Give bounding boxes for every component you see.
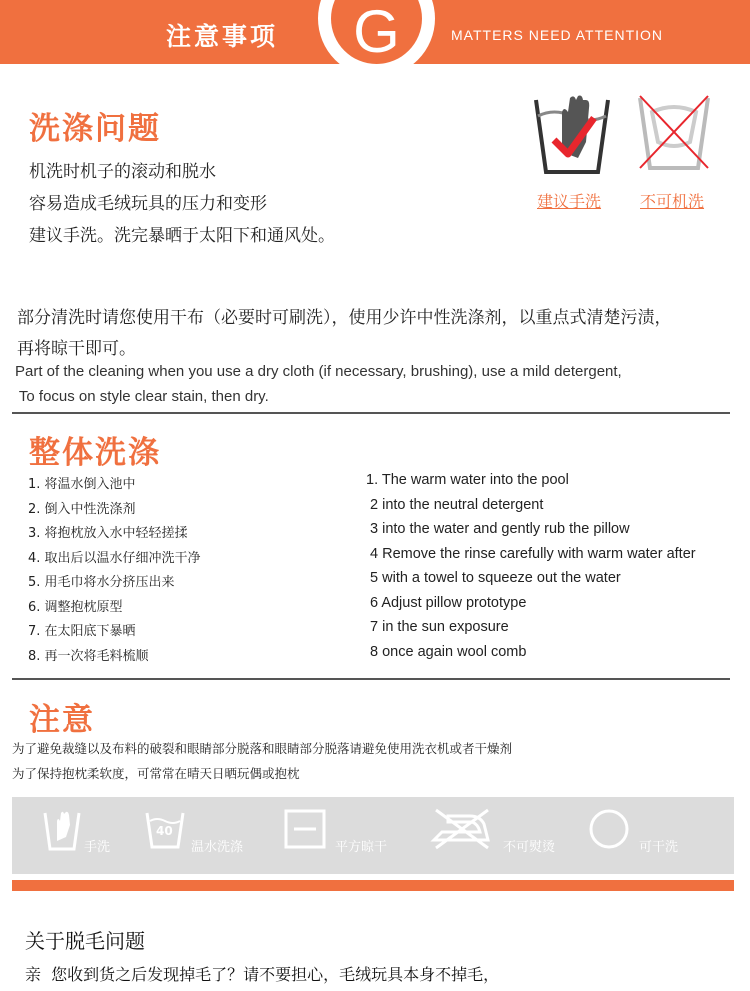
partial-clean-en-line: Part of the cleaning when you use a dry cloth (if necessary, brushing), use a mild detergent, [15, 363, 622, 380]
partial-clean-en-line: To focus on style clear stain, then dry. [15, 388, 269, 405]
step-zh: 8. 再一次将毛料梳顺 [28, 649, 149, 664]
no-machine-wash-label: 不可机洗 [640, 192, 705, 211]
logo-letter: G [353, 0, 400, 65]
no-machine-wash-icon [636, 92, 712, 174]
shedding-text: 亲 您收到货之后发现掉毛了？请不要担心，毛绒玩具本身不掉毛， [25, 965, 500, 984]
step-zh: 1. 将温水倒入池中 [28, 477, 136, 492]
care-label: 不可熨烫 [503, 840, 556, 855]
hand-wash-icon [42, 807, 82, 853]
washing-title: 洗涤问题 [29, 111, 161, 147]
washing-line: 机洗时机子的滚动和脱水 [29, 162, 216, 182]
dry-flat-icon [284, 809, 326, 849]
care-label: 可干洗 [639, 840, 679, 855]
step-zh: 5. 用毛巾将水分挤压出来 [28, 575, 175, 590]
shedding-title: 关于脱毛问题 [25, 929, 145, 953]
step-en: 4 Remove the rinse carefully with warm water after [366, 546, 696, 562]
step-en: 7 in the sun exposure [366, 619, 509, 635]
partial-clean-zh-line: 部分清洗时请您使用干布（必要时可刷洗），使用少许中性洗涤剂，以重点式清楚污渍， [17, 308, 672, 328]
step-zh: 4. 取出后以温水仔细冲洗干净 [28, 551, 201, 566]
accent-bar [12, 880, 734, 891]
hand-wash-icon [532, 92, 612, 178]
step-zh: 2. 倒入中性洗涤剂 [28, 502, 136, 517]
hand-wash-label: 建议手洗 [537, 192, 602, 211]
notice-title: 注意 [29, 702, 95, 738]
step-zh: 7. 在太阳底下暴晒 [28, 624, 136, 639]
header-subtitle: MATTERS NEED ATTENTION [451, 27, 664, 43]
step-zh: 6. 调整抱枕原型 [28, 600, 123, 615]
notice-line: 为了避免裁缝以及布料的破裂和眼睛部分脱落和眼睛部分脱落请避免使用洗衣机或者干燥剂 [12, 741, 513, 756]
partial-clean-zh-line: 再将晾干即可。 [17, 339, 136, 359]
step-zh: 3. 将抱枕放入水中轻轻搓揉 [28, 526, 188, 541]
step-en: 3 into the water and gently rub the pillow [366, 521, 630, 537]
care-label: 平方晾干 [335, 840, 388, 855]
washing-line: 容易造成毛绒玩具的压力和变形 [29, 194, 267, 214]
care-label: 手洗 [84, 840, 111, 855]
step-en: 6 Adjust pillow prototype [366, 595, 527, 611]
care-label: 温水洗涤 [191, 840, 244, 855]
step-en: 1. The warm water into the pool [366, 472, 569, 488]
step-en: 2 into the neutral detergent [366, 497, 544, 513]
step-en: 8 once again wool comb [366, 644, 527, 660]
no-iron-icon [428, 806, 494, 850]
overall-wash-title: 整体洗涤 [29, 435, 161, 471]
step-en: 5 with a towel to squeeze out the water [366, 570, 621, 586]
dry-clean-icon [588, 808, 630, 850]
divider [12, 678, 730, 680]
washing-line: 建议手洗。洗完暴晒于太阳下和通风处。 [29, 226, 335, 246]
wash-temperature: 40 [156, 824, 173, 838]
notice-line: 为了保持抱枕柔软度，可常常在晴天日晒玩偶或抱枕 [12, 766, 300, 781]
divider [12, 412, 730, 414]
header-title: 注意事项 [166, 22, 279, 51]
